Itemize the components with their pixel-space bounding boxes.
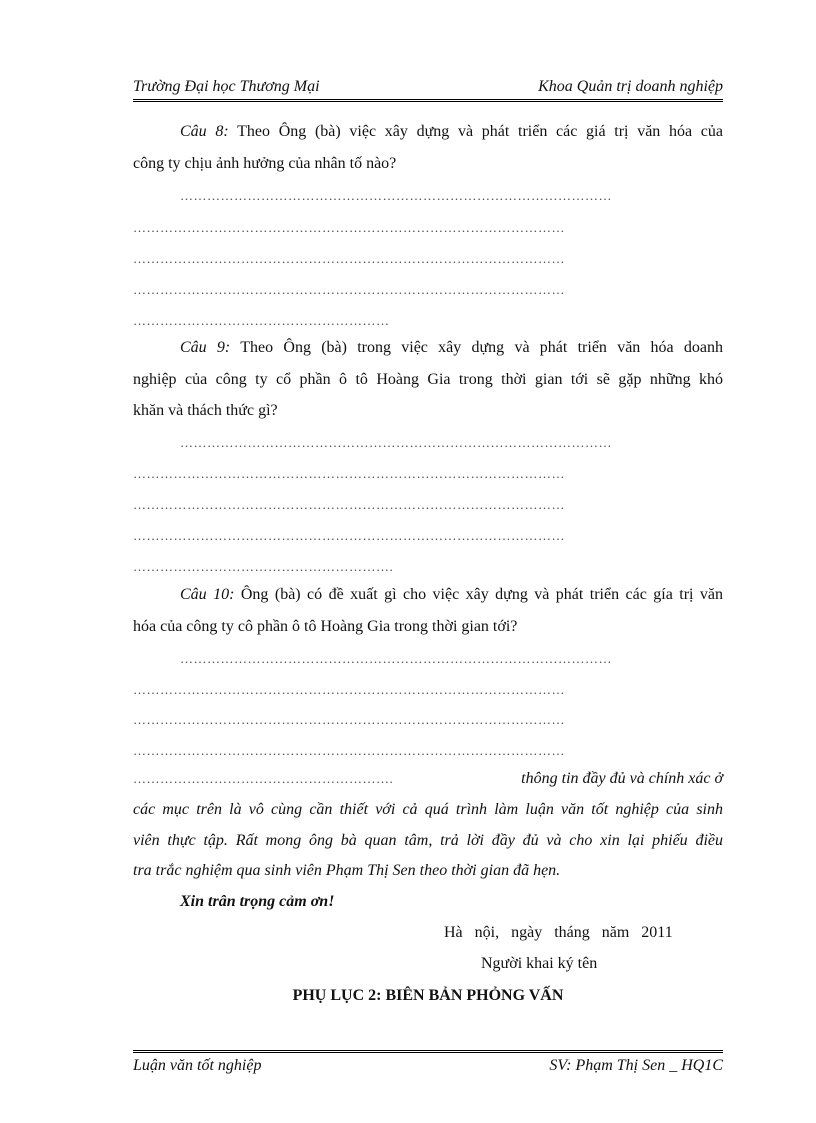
q8-answer-line-5: ………………………………………………… [133, 313, 390, 328]
footer-thesis: Luận văn tốt nghiệp [133, 1057, 262, 1074]
q8-answer-line-4: …………………………………………………………………………………… [133, 282, 565, 297]
header-rule [133, 99, 723, 102]
q8-label: Câu 8: [180, 123, 229, 140]
signature-date: Hà nội, ngày tháng năm 2011 [444, 924, 673, 941]
q9-answer-line-1: …………………………………………………………………………………… [180, 435, 612, 450]
page-header [133, 78, 723, 98]
closing-line-4: tra trắc nghiệm qua sinh viên Phạm Thị Sen theo thời gian đã hẹn. [133, 862, 561, 879]
q9-line-3: khăn và thách thức gì? [133, 402, 278, 419]
q8-line-2: công ty chịu ảnh hưởng của nhân tố nào? [133, 155, 397, 172]
q10-answer-line-4: …………………………………………………………………………………… [133, 743, 565, 758]
signature-signer: Người khai ký tên [481, 955, 598, 972]
q8-text-1: Theo Ông (bà) việc xây dựng và phát triển các giá trị văn hóa của [237, 123, 723, 140]
appendix-title: PHỤ LỤC 2: BIÊN BẢN PHỎNG VẤN [292, 987, 564, 1004]
q8-answer-line-2: …………………………………………………………………………………… [133, 220, 565, 235]
q9-line-1 [133, 338, 723, 358]
q8-answer-line-3: …………………………………………………………………………………… [133, 251, 565, 266]
q9-answer-line-4: …………………………………………………………………………………… [133, 528, 565, 543]
q10-line-1 [133, 585, 723, 605]
q8-answer-line-1: …………………………………………………………………………………… [180, 188, 612, 203]
footer-student: SV: Phạm Thị Sen _ HQ1C [549, 1057, 723, 1074]
q10-answer-line-2: …………………………………………………………………………………… [133, 682, 565, 697]
q10-answer-line-3: …………………………………………………………………………………… [133, 712, 565, 727]
header-faculty: Khoa Quản trị doanh nghiệp [538, 78, 723, 95]
q10-line-2: hóa của công ty cô phần ô tô Hoàng Gia trong thời gian tới? [133, 618, 518, 635]
q10-text-1: Ông (bà) có đề xuất gì cho việc xây dựng và phát triển các gía trị văn [240, 586, 724, 603]
q9-answer-line-2: …………………………………………………………………………………… [133, 466, 565, 481]
q9-answer-line-5: …………………………………………………. [133, 559, 394, 574]
q9-text-1: Theo Ông (bà) trong việc xây dựng và phát triển văn hóa doanh [240, 339, 724, 356]
header-school: Trường Đại học Thương Mại [133, 78, 320, 95]
footer-rule [133, 1050, 723, 1053]
closing-text-1: thông tin đầy đủ và chính xác ở [521, 770, 723, 787]
q8-line-1 [133, 122, 723, 142]
closing-line-2: các mục trên là vô cùng cần thiết với cả quá trình làm luận văn tốt nghiệp của sinh [133, 801, 723, 818]
q10-answer-line-1: …………………………………………………………………………………… [180, 651, 612, 666]
q9-line-2: nghiệp của công ty cổ phần ô tô Hoàng Gia trong thời gian tới sẽ gặp những khó [133, 371, 723, 388]
thanks-text: Xin trân trọng cảm ơn! [180, 893, 335, 910]
q9-answer-line-3: …………………………………………………………………………………… [133, 497, 565, 512]
q10-answer-line-5: …………………………………………………. [133, 771, 394, 786]
closing-line-3: viên thực tập. Rất mong ông bà quan tâm, trả lời đầy đủ và cho xin lại phiếu điều [133, 832, 723, 849]
q10-label: Câu 10: [180, 586, 235, 603]
closing-line-1 [133, 769, 723, 789]
q9-label: Câu 9: [180, 339, 231, 356]
page-footer [133, 1057, 723, 1077]
